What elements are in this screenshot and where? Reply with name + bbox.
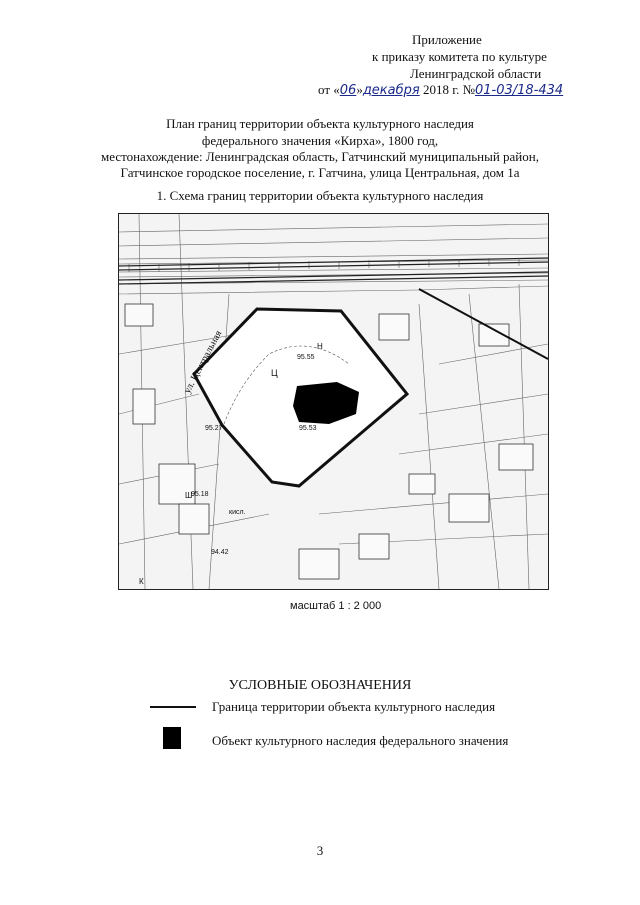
map-label: Ш [185, 491, 193, 500]
map-label: К [139, 577, 144, 586]
map-label: кисл. [229, 509, 246, 516]
map-label: 94.42 [211, 549, 229, 556]
map-label: 95.18 [191, 491, 209, 498]
appendix-line-2: к приказу комитета по культуре [372, 49, 547, 64]
map-drawing [119, 214, 548, 589]
date-mid: » [356, 82, 363, 97]
street-label: ул. Центральная [181, 328, 225, 396]
map-label: 95.55 [297, 354, 315, 361]
date-month: декабря [362, 83, 420, 98]
map-label: Ц [271, 368, 278, 378]
number-prefix: № [462, 82, 475, 97]
boundary-line-icon [150, 706, 196, 708]
section-heading: 1. Схема границ территории объекта культурного наследия [156, 188, 484, 203]
appendix-date-line [318, 81, 563, 99]
date-prefix: от « [318, 82, 340, 97]
cadastral-map [118, 213, 549, 590]
title-line-3: местонахождение: Ленинградская область, Гатчинский муниципальный район, [101, 149, 539, 164]
appendix-line-3: Ленинградской области [410, 66, 542, 81]
legend-heading: УСЛОВНЫЕ ОБОЗНАЧЕНИЯ [228, 678, 412, 693]
order-number: 01-03/18-434 [475, 83, 564, 98]
legend-item-boundary: Граница территории объекта культурного наследия [212, 699, 496, 714]
map-label: Н [317, 342, 323, 351]
legend-item-object: Объект культурного наследия федерального значения [212, 733, 509, 748]
map-label: 95.53 [299, 425, 317, 432]
title-line-1: План границ территории объекта культурного наследия [166, 116, 474, 131]
object-block-icon [163, 727, 181, 749]
date-day: 06 [339, 83, 357, 98]
appendix-line-1: Приложение [412, 32, 482, 47]
page-number: 3 [316, 843, 324, 858]
map-label: 95.27 [205, 425, 223, 432]
date-year: 2018 г. [422, 82, 460, 97]
title-line-4: Гатчинское городское поселение, г. Гатчина, улица Центральная, дом 1а [120, 165, 520, 180]
map-scale: масштаб 1 : 2 000 [290, 600, 382, 612]
title-line-2: федерального значения «Кирха», 1800 год, [201, 133, 439, 148]
